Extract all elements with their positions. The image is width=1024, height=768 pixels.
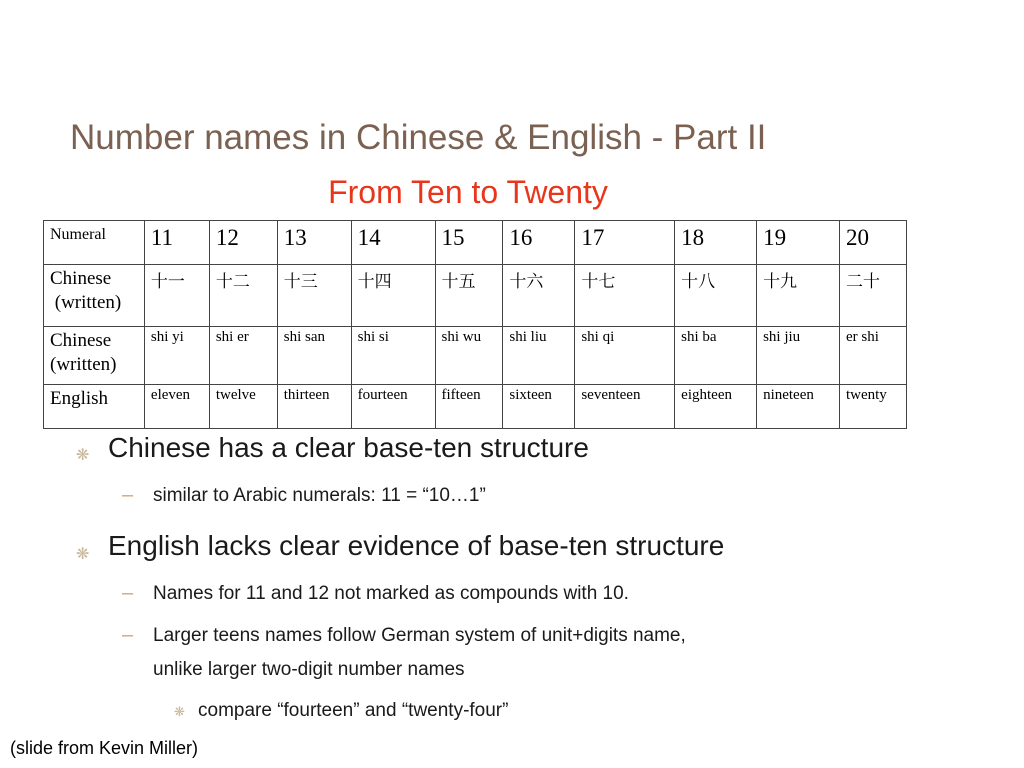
dash-marker-icon: – — [122, 484, 134, 506]
table-cell: thirteen — [277, 385, 351, 429]
table-cell: 十八 — [675, 265, 757, 327]
table-cell: 十七 — [575, 265, 675, 327]
row-header-line2: (written) — [50, 354, 117, 375]
table-cell: 十三 — [277, 265, 351, 327]
bullet-level3: compare “fourteen” and “twenty-four” — [198, 700, 509, 721]
table-cell: 十六 — [503, 265, 575, 327]
table-cell: 17 — [575, 221, 675, 265]
table-cell: eighteen — [675, 385, 757, 429]
table-row-english — [44, 385, 907, 429]
table-cell: 19 — [757, 221, 840, 265]
table-cell: fifteen — [435, 385, 503, 429]
table-cell: shi ba — [675, 327, 757, 385]
bullet-level1: English lacks clear evidence of base-ten structure — [108, 530, 725, 561]
table-cell: 20 — [839, 221, 906, 265]
table-cell: 十一 — [144, 265, 209, 327]
table-cell: twelve — [209, 385, 277, 429]
bullet-marker-icon: ❋ — [76, 546, 90, 563]
number-names-table — [43, 220, 907, 429]
table-cell: er shi — [839, 327, 906, 385]
row-header-numeral: Numeral — [44, 221, 145, 265]
table-cell: 14 — [351, 221, 435, 265]
table-cell: shi liu — [503, 327, 575, 385]
table-cell: shi jiu — [757, 327, 840, 385]
bullet-level2: Names for 11 and 12 not marked as compounds with 10. — [153, 583, 629, 604]
table-cell: seventeen — [575, 385, 675, 429]
table-cell: shi san — [277, 327, 351, 385]
table-cell: fourteen — [351, 385, 435, 429]
bullet-marker-icon: ❋ — [174, 704, 185, 719]
dash-marker-icon: – — [122, 624, 134, 646]
table-cell: 二十 — [839, 265, 906, 327]
bullet-level2: similar to Arabic numerals: 11 = “10…1” — [153, 485, 486, 506]
table-cell: 十五 — [435, 265, 503, 327]
table-cell: 11 — [144, 221, 209, 265]
bullet-level2: Larger teens names follow German system of unit+digits name, — [153, 625, 686, 646]
table-cell: twenty — [839, 385, 906, 429]
row-header-english: English — [44, 385, 145, 429]
row-header-line1: Chinese — [50, 268, 112, 289]
table-cell: eleven — [144, 385, 209, 429]
table-cell: 18 — [675, 221, 757, 265]
row-header-chinese-pinyin — [44, 327, 145, 385]
bullet-level1: Chinese has a clear base-ten structure — [108, 432, 589, 463]
row-header-chinese-written — [44, 265, 145, 327]
slide-subtitle: From Ten to Twenty — [328, 174, 608, 210]
table-cell: shi qi — [575, 327, 675, 385]
slide-credit: (slide from Kevin Miller) — [10, 738, 199, 758]
table-cell: sixteen — [503, 385, 575, 429]
table-cell: shi yi — [144, 327, 209, 385]
table-cell: 十二 — [209, 265, 277, 327]
table-cell: 十四 — [351, 265, 435, 327]
table-cell: 十九 — [757, 265, 840, 327]
slide-title: Number names in Chinese & English - Part II — [70, 118, 767, 157]
bullet-level2-continuation: unlike larger two-digit number names — [153, 659, 465, 680]
row-header-line1: Chinese — [50, 330, 112, 351]
table-cell: 16 — [503, 221, 575, 265]
table-cell: 12 — [209, 221, 277, 265]
table-cell: shi er — [209, 327, 277, 385]
bullet-marker-icon: ❋ — [76, 447, 90, 464]
table-cell: 13 — [277, 221, 351, 265]
row-header-line2: (written) — [54, 292, 122, 313]
table-cell: shi si — [351, 327, 435, 385]
table-cell: nineteen — [757, 385, 840, 429]
table-row-chinese-written — [44, 265, 907, 327]
table-cell: shi wu — [435, 327, 503, 385]
table-row-chinese-pinyin — [44, 327, 907, 385]
table-row-numeral — [44, 221, 907, 265]
dash-marker-icon: – — [122, 582, 134, 604]
table-cell: 15 — [435, 221, 503, 265]
